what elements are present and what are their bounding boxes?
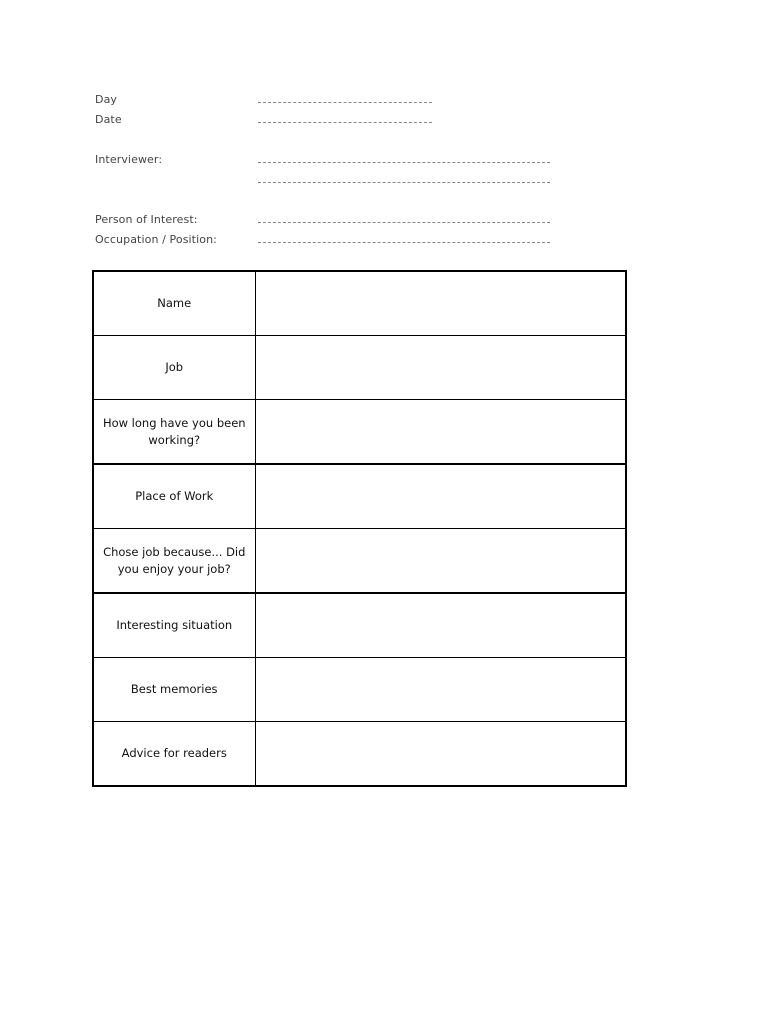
interviewer-input-line-1[interactable] bbox=[258, 162, 550, 163]
table-row bbox=[93, 722, 626, 787]
interview-table bbox=[92, 270, 627, 787]
interviewer-label: Interviewer: bbox=[95, 153, 163, 166]
question-place-of-work: Place of Work bbox=[93, 464, 255, 529]
date-input-line[interactable] bbox=[258, 122, 432, 123]
table-row bbox=[93, 593, 626, 658]
table-row bbox=[93, 529, 626, 594]
answer-how-long-working[interactable] bbox=[255, 400, 626, 465]
question-job: Job bbox=[93, 336, 255, 400]
occupation-label: Occupation / Position: bbox=[95, 233, 217, 246]
answer-best-memories[interactable] bbox=[255, 658, 626, 722]
table-row bbox=[93, 271, 626, 336]
table-row bbox=[93, 400, 626, 465]
question-advice-for-readers: Advice for readers bbox=[93, 722, 255, 787]
table-row bbox=[93, 336, 626, 400]
table-row bbox=[93, 658, 626, 722]
day-label: Day bbox=[95, 93, 118, 106]
table-row bbox=[93, 464, 626, 529]
person-of-interest-label: Person of Interest: bbox=[95, 213, 198, 226]
answer-interesting-situation[interactable] bbox=[255, 593, 626, 658]
answer-name[interactable] bbox=[255, 271, 626, 336]
question-chose-job: Chose job because... Did you enjoy your job? bbox=[93, 529, 255, 594]
question-best-memories: Best memories bbox=[93, 658, 255, 722]
date-label: Date bbox=[95, 113, 122, 126]
answer-chose-job[interactable] bbox=[255, 529, 626, 594]
person-of-interest-input-line[interactable] bbox=[258, 222, 550, 223]
question-how-long-working: How long have you been working? bbox=[93, 400, 255, 465]
question-name: Name bbox=[93, 271, 255, 336]
answer-place-of-work[interactable] bbox=[255, 464, 626, 529]
day-input-line[interactable] bbox=[258, 102, 432, 103]
occupation-input-line[interactable] bbox=[258, 242, 550, 243]
question-interesting-situation: Interesting situation bbox=[93, 593, 255, 658]
interviewer-input-line-2[interactable] bbox=[258, 182, 550, 183]
answer-advice-for-readers[interactable] bbox=[255, 722, 626, 787]
answer-job[interactable] bbox=[255, 336, 626, 400]
